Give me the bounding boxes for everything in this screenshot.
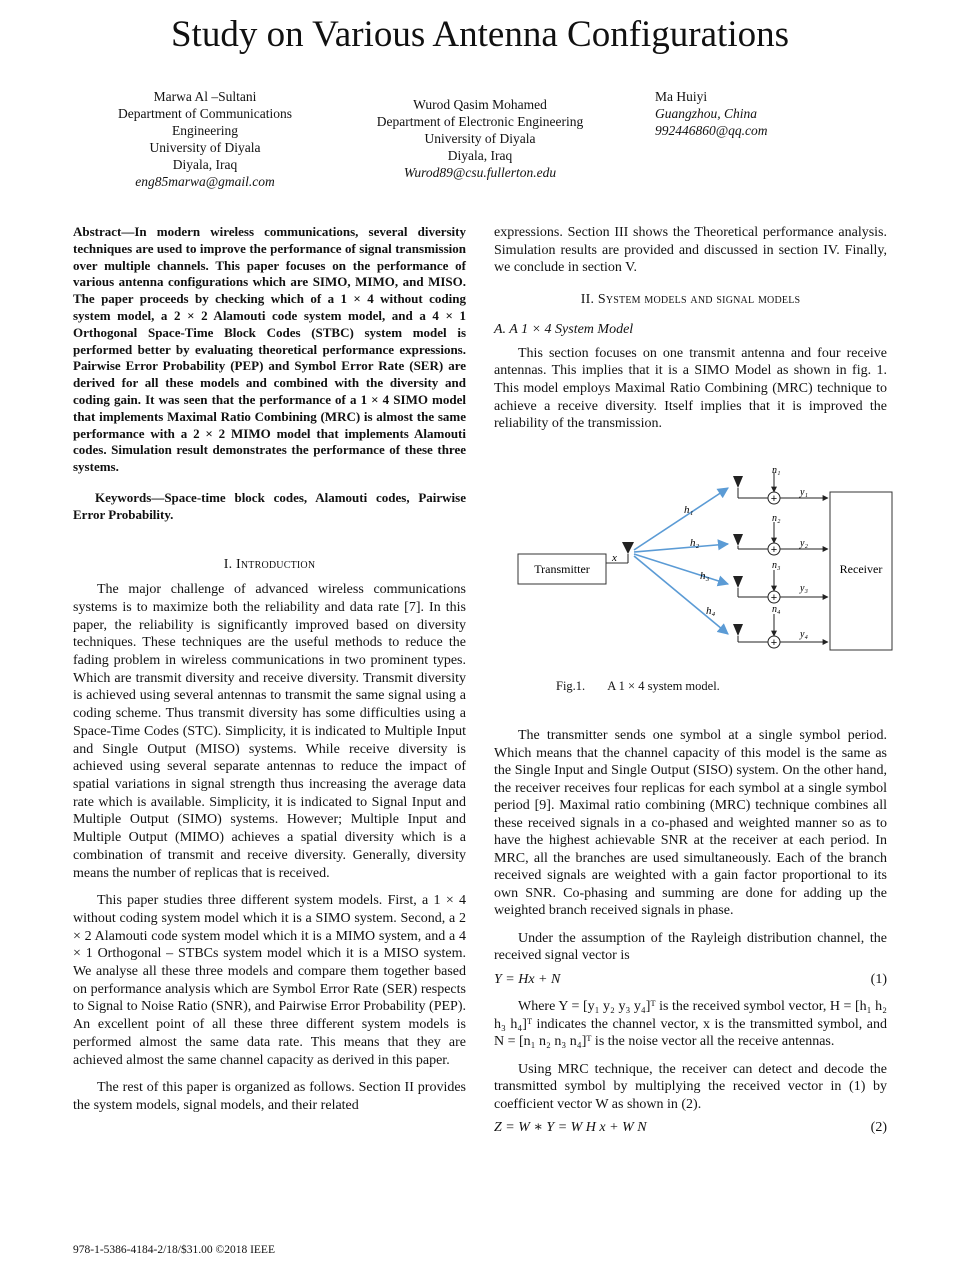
svg-text:+: + <box>770 637 778 649</box>
receive-antenna-icon <box>733 476 743 488</box>
abstract: Abstract—In modern wireless communications, several diversity techniques are used to improve the performance of signal transmission over multiple channels. This paper focuses on the performance of various antenna configurations which are SIMO, MIMO, and MISO. The paper proceeds by checking which of a 1 × 4 without coding system model, a 2 × 2 Alamouti code system model, and a 4 × 1 Orthogonal Space-Time Block Codes (STBC) system model is performed better by evaluating theoretical performance expressions. Pairwise Error Probability (PEP) and Symbol Error Rate (SER) are derived for all these models and combined with the diversity and coding gain. It was seen that the performance of a 1 × 4 SIMO model that implements Maximal Ratio Combining (MRC) is almost the same performance with a 2 × 2 MIMO model that implements Alamouti codes. Simulation result demonstrates the performance of these three systems. <box>73 224 466 475</box>
author-department: Department of Communications <box>118 106 292 121</box>
intro-paragraph-3: The rest of this paper is organized as follows. Section II provides the system models, signal models, and their related <box>73 1080 466 1113</box>
author-email: eng85marwa@gmail.com <box>135 174 275 189</box>
y1-label: y₁ <box>800 487 808 498</box>
paper-title: Study on Various Antenna Configurations <box>170 14 789 55</box>
right-column-upper <box>494 224 887 433</box>
equation-2-body: Z = W ∗ Y = W H x + W N <box>494 1120 647 1135</box>
receive-branch-3 <box>733 560 828 604</box>
h4-label: h₄ <box>706 605 716 617</box>
y4-label: y₄ <box>800 629 808 640</box>
subsection-a-paragraph-2: The transmitter sends one symbol at a single symbol period. Which means that the channel capacity of this model is the same as the Single Input and Single Output (SISO) system. On the other hand, the receiver receives four replicas for each symbol at a single symbol period [9]. Maximal ratio combining (MRC) technique combines all these received signals in a co-phased and weighted manner so as to have the highest achievable SNR at the receiver at each period. In MRC, all the branches are used simultaneously. Each of the branch received signals are weighted with a gain factor proportional to its own SNR. Co-phasing and summing are done for adding up the weighted branch received signals in phase. <box>494 728 887 918</box>
right-column-lower <box>494 727 887 1147</box>
author-location: Diyala, Iraq <box>447 148 513 163</box>
receive-antenna-icon <box>733 624 743 636</box>
subsection-a-paragraph-4: Where Y = [y₁ y₂ y₃ y₄]ᵀ is the received symbol vector, H = [h₁ h₂ h₃ h₄]ᵀ indicates the channel vector, x is the transmitted symbol, and N = [n₁ n₂ n₃ n₄]ᵀ is the noise vector all the receive antennas. <box>494 999 887 1049</box>
equation-2-number: (2) <box>870 1120 887 1135</box>
equation-1-number: (1) <box>870 971 887 987</box>
author-name: Wurod Qasim Mohamed <box>413 97 547 112</box>
author-department-cont: Engineering <box>172 123 238 138</box>
subsection-a-paragraph-5: Using MRC technique, the receiver can detect and decode the transmitted symbol by multiplying the received vector in (1) by coefficient vector W as shown in (2). <box>494 1061 887 1112</box>
author-block-1 <box>85 88 325 190</box>
equation-2 <box>494 1119 887 1137</box>
figure-caption <box>556 679 742 694</box>
left-column <box>73 224 466 1125</box>
system-model-figure <box>510 458 896 658</box>
receiver-label: Receiver <box>839 562 883 576</box>
subsection-heading-a: A. A 1 × 4 System Model <box>494 321 634 337</box>
n3-label: n₃ <box>772 560 781 571</box>
copyright-footer: 978-1-5386-4184-2/18/$31.00 ©2018 IEEE <box>73 1244 275 1256</box>
y2-label: y₂ <box>800 538 808 549</box>
svg-text:+: + <box>770 493 778 505</box>
channel-arrow-4 <box>634 556 728 634</box>
intro-paragraph-1: The major challenge of advanced wireless communications systems is to maximize both the reliability and data rate [7]. In this paper, the reliability is significantly improved based on diversity techniques. These techniques are the useful methods to reduce the fading problem in wireless communications in two prominent types. Which are transmit diversity and receive diversity. Transmit diversity is achieved using several antennas to transmit the same signal using a coding scheme. Thus transmit diversity has some difficulties using a Space-Time Codes (STC). Simplicity, it is indicated to Multiple Input and Single Output (MISO) systems. While receive diversity is achieved using several separate antennas to reduce the impact of spatial variations in signal strength thus increasing the average data rate which is available. Simplicity, it is indicated to Signal Input and Multiple Output (SIMO) systems. However; Multiple Input and Multiple Output (MIMO) achieves a spatial diversity which is a combination of transmit and receive diversity. Generally, diversity means the number of replicas that is received. <box>73 582 466 881</box>
author-location: Guangzhou, China <box>655 106 758 121</box>
svg-text:+: + <box>770 544 778 556</box>
channel-arrow-3 <box>634 554 728 584</box>
h1-label: h₁ <box>684 504 694 516</box>
author-department: Department of Electronic Engineering <box>376 114 584 129</box>
section-heading-system-models: II. System models and signal models <box>580 292 801 308</box>
subsection-a-paragraph-1: This section focuses on one transmit antenna and four receive antennas. This implies that it is a SIMO Model as shown in fig. 1. This model employs Maximal Ratio Combining (MRC) technique to achieve a receive diversity. Itself implies that it is improved the reliability of the transmission. <box>494 345 887 432</box>
n4-label: n₄ <box>772 604 781 615</box>
section-heading-introduction: I. Introduction <box>223 556 316 572</box>
h3-label: h₃ <box>700 570 710 582</box>
receive-branch-1 <box>733 465 828 505</box>
intro-continuation: expressions. Section III shows the Theoretical performance analysis. Simulation results are provided and discussed in section IV. Finally, we conclude in section V. <box>494 225 887 276</box>
receive-antenna-icon <box>733 576 743 588</box>
receive-branch-4 <box>733 604 828 649</box>
author-name: Marwa Al –Sultani <box>153 89 257 104</box>
author-university: University of Diyala <box>424 131 536 146</box>
transmitter-label: Transmitter <box>534 562 590 576</box>
intro-paragraph-2: This paper studies three different system models. First, a 1 × 4 without coding system model which it is a SIMO system. Second, a 2 × 2 Alamouti code system model which it is a MIMO system, and a 4 × 1 Orthogonal – STBCs system model which it is a MISO system. We analyse all these three models and compare them together based on performance analysis which are Symbol Error Rate (SER) respects to Signal to Noise Ratio (SNR), and Pairwise Error Probability (PEP). An excellent point of all these three different system models is performed almost the same data rate. This means that they are achieved almost the same channel capacity as derived in this paper. <box>73 893 466 1068</box>
author-block-3 <box>655 88 855 139</box>
author-university: University of Diyala <box>149 140 261 155</box>
h2-label: h₂ <box>690 537 700 549</box>
svg-text:+: + <box>770 592 778 604</box>
n1-label: n₁ <box>772 465 781 476</box>
author-location: Diyala, Iraq <box>172 157 238 172</box>
equation-1 <box>494 971 887 989</box>
equation-1-body: Y = Hx + N <box>494 971 561 987</box>
author-block-2 <box>350 96 610 181</box>
receive-branch-2 <box>733 513 828 556</box>
receive-antenna-icon <box>733 534 743 546</box>
figure-caption-text: A 1 × 4 system model. <box>607 679 720 693</box>
channel-arrow-2 <box>634 544 728 552</box>
n2-label: n₂ <box>772 513 781 524</box>
keywords: Keywords—Space-time block codes, Alamouti codes, Pairwise Error Probability. <box>73 489 466 522</box>
author-name: Ma Huiyi <box>655 89 708 104</box>
transmit-antenna-icon <box>622 542 634 554</box>
figure-label: Fig.1. <box>556 679 586 693</box>
y3-label: y₃ <box>800 583 808 594</box>
x-label: x <box>612 552 617 564</box>
channel-arrow-1 <box>634 488 728 550</box>
author-email: 992446860@qq.com <box>655 123 768 138</box>
author-email: Wurod89@csu.fullerton.edu <box>403 165 557 180</box>
subsection-a-paragraph-3: Under the assumption of the Rayleigh distribution channel, the received signal vector is <box>494 930 887 963</box>
